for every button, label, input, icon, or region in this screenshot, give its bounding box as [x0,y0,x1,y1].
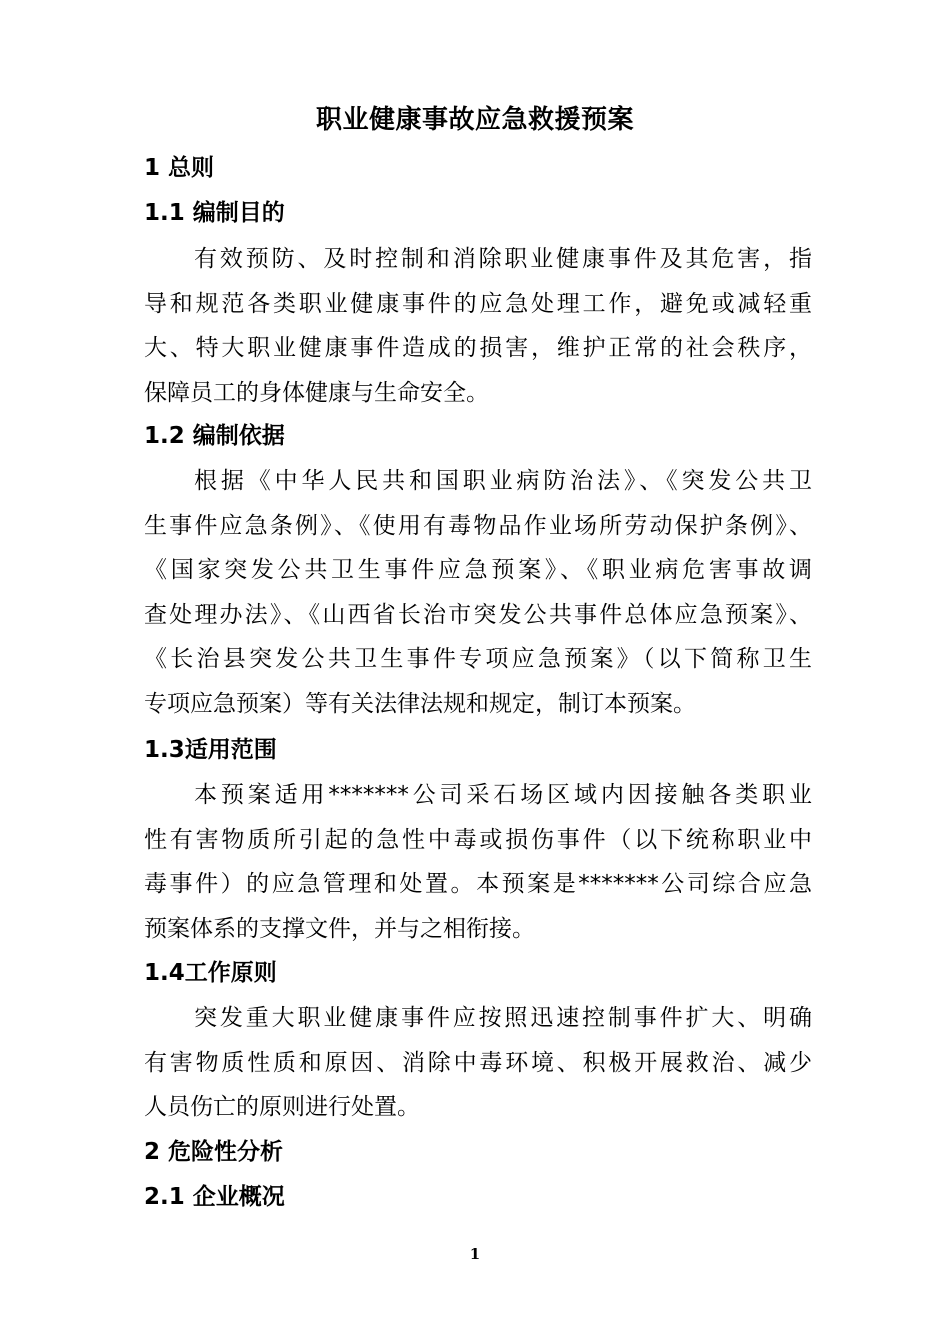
section-heading-2: 2 危险性分析 [144,1139,284,1165]
paragraph-line: 有害物质性质和原因、消除中毒环境、积极开展救治、减少 [144,1049,812,1076]
section-heading-1: 1 总则 [144,155,215,181]
section-heading-1-4: 1.4工作原则 [144,960,277,986]
paragraph-line: 《长治县突发公共卫生事件专项应急预案》（以下简称卫生 [144,646,812,672]
paragraph-line: 突发重大职业健康事件应按照迅速控制事件扩大、明确 [194,1005,812,1031]
paragraph-scope [144,773,812,951]
paragraph-line: 预案体系的支撑文件，并与之相衔接。 [144,915,535,942]
paragraph-line: 生事件应急条例》、《使用有毒物品作业场所劳动保护条例》、 [144,512,812,539]
paragraph-line: 有效预防、及时控制和消除职业健康事件及其危害，指 [194,246,812,272]
paragraph-line: 根据《中华人民共和国职业病防治法》、《突发公共卫 [194,468,812,494]
paragraph-line: 《国家突发公共卫生事件应急预案》、《职业病危害事故调 [144,557,812,583]
page-number: 1 [469,1245,481,1263]
paragraph-line: 导和规范各类职业健康事件的应急处理工作，避免或减轻重 [144,290,812,317]
section-heading-1-2: 1.2 编制依据 [144,423,285,449]
paragraph-line: 毒事件）的应急管理和处置。本预案是*******公司综合应急 [144,871,812,897]
paragraph-purpose [144,237,812,415]
paragraph-principles [144,996,812,1130]
document-title: 职业健康事故应急救援预案 [315,105,634,135]
section-heading-2-1: 2.1 企业概况 [144,1184,285,1210]
paragraph-line: 本预案适用*******公司采石场区域内因接触各类职业 [194,782,812,808]
paragraph-line: 查处理办法》、《山西省长治市突发公共事件总体应急预案》、 [144,601,812,628]
paragraph-line: 专项应急预案）等有关法律法规和规定，制订本预案。 [144,690,696,717]
paragraph-line: 大、特大职业健康事件造成的损害，维护正常的社会秩序， [144,335,812,361]
section-heading-1-1: 1.1 编制目的 [144,200,285,226]
paragraph-line: 性有害物质所引起的急性中毒或损伤事件（以下统称职业中 [144,826,812,853]
paragraph-line: 人员伤亡的原则进行处置。 [144,1094,420,1120]
paragraph-line: 保障员工的身体健康与生命安全。 [144,379,489,406]
section-heading-1-3: 1.3适用范围 [144,737,277,763]
paragraph-basis [144,459,812,726]
